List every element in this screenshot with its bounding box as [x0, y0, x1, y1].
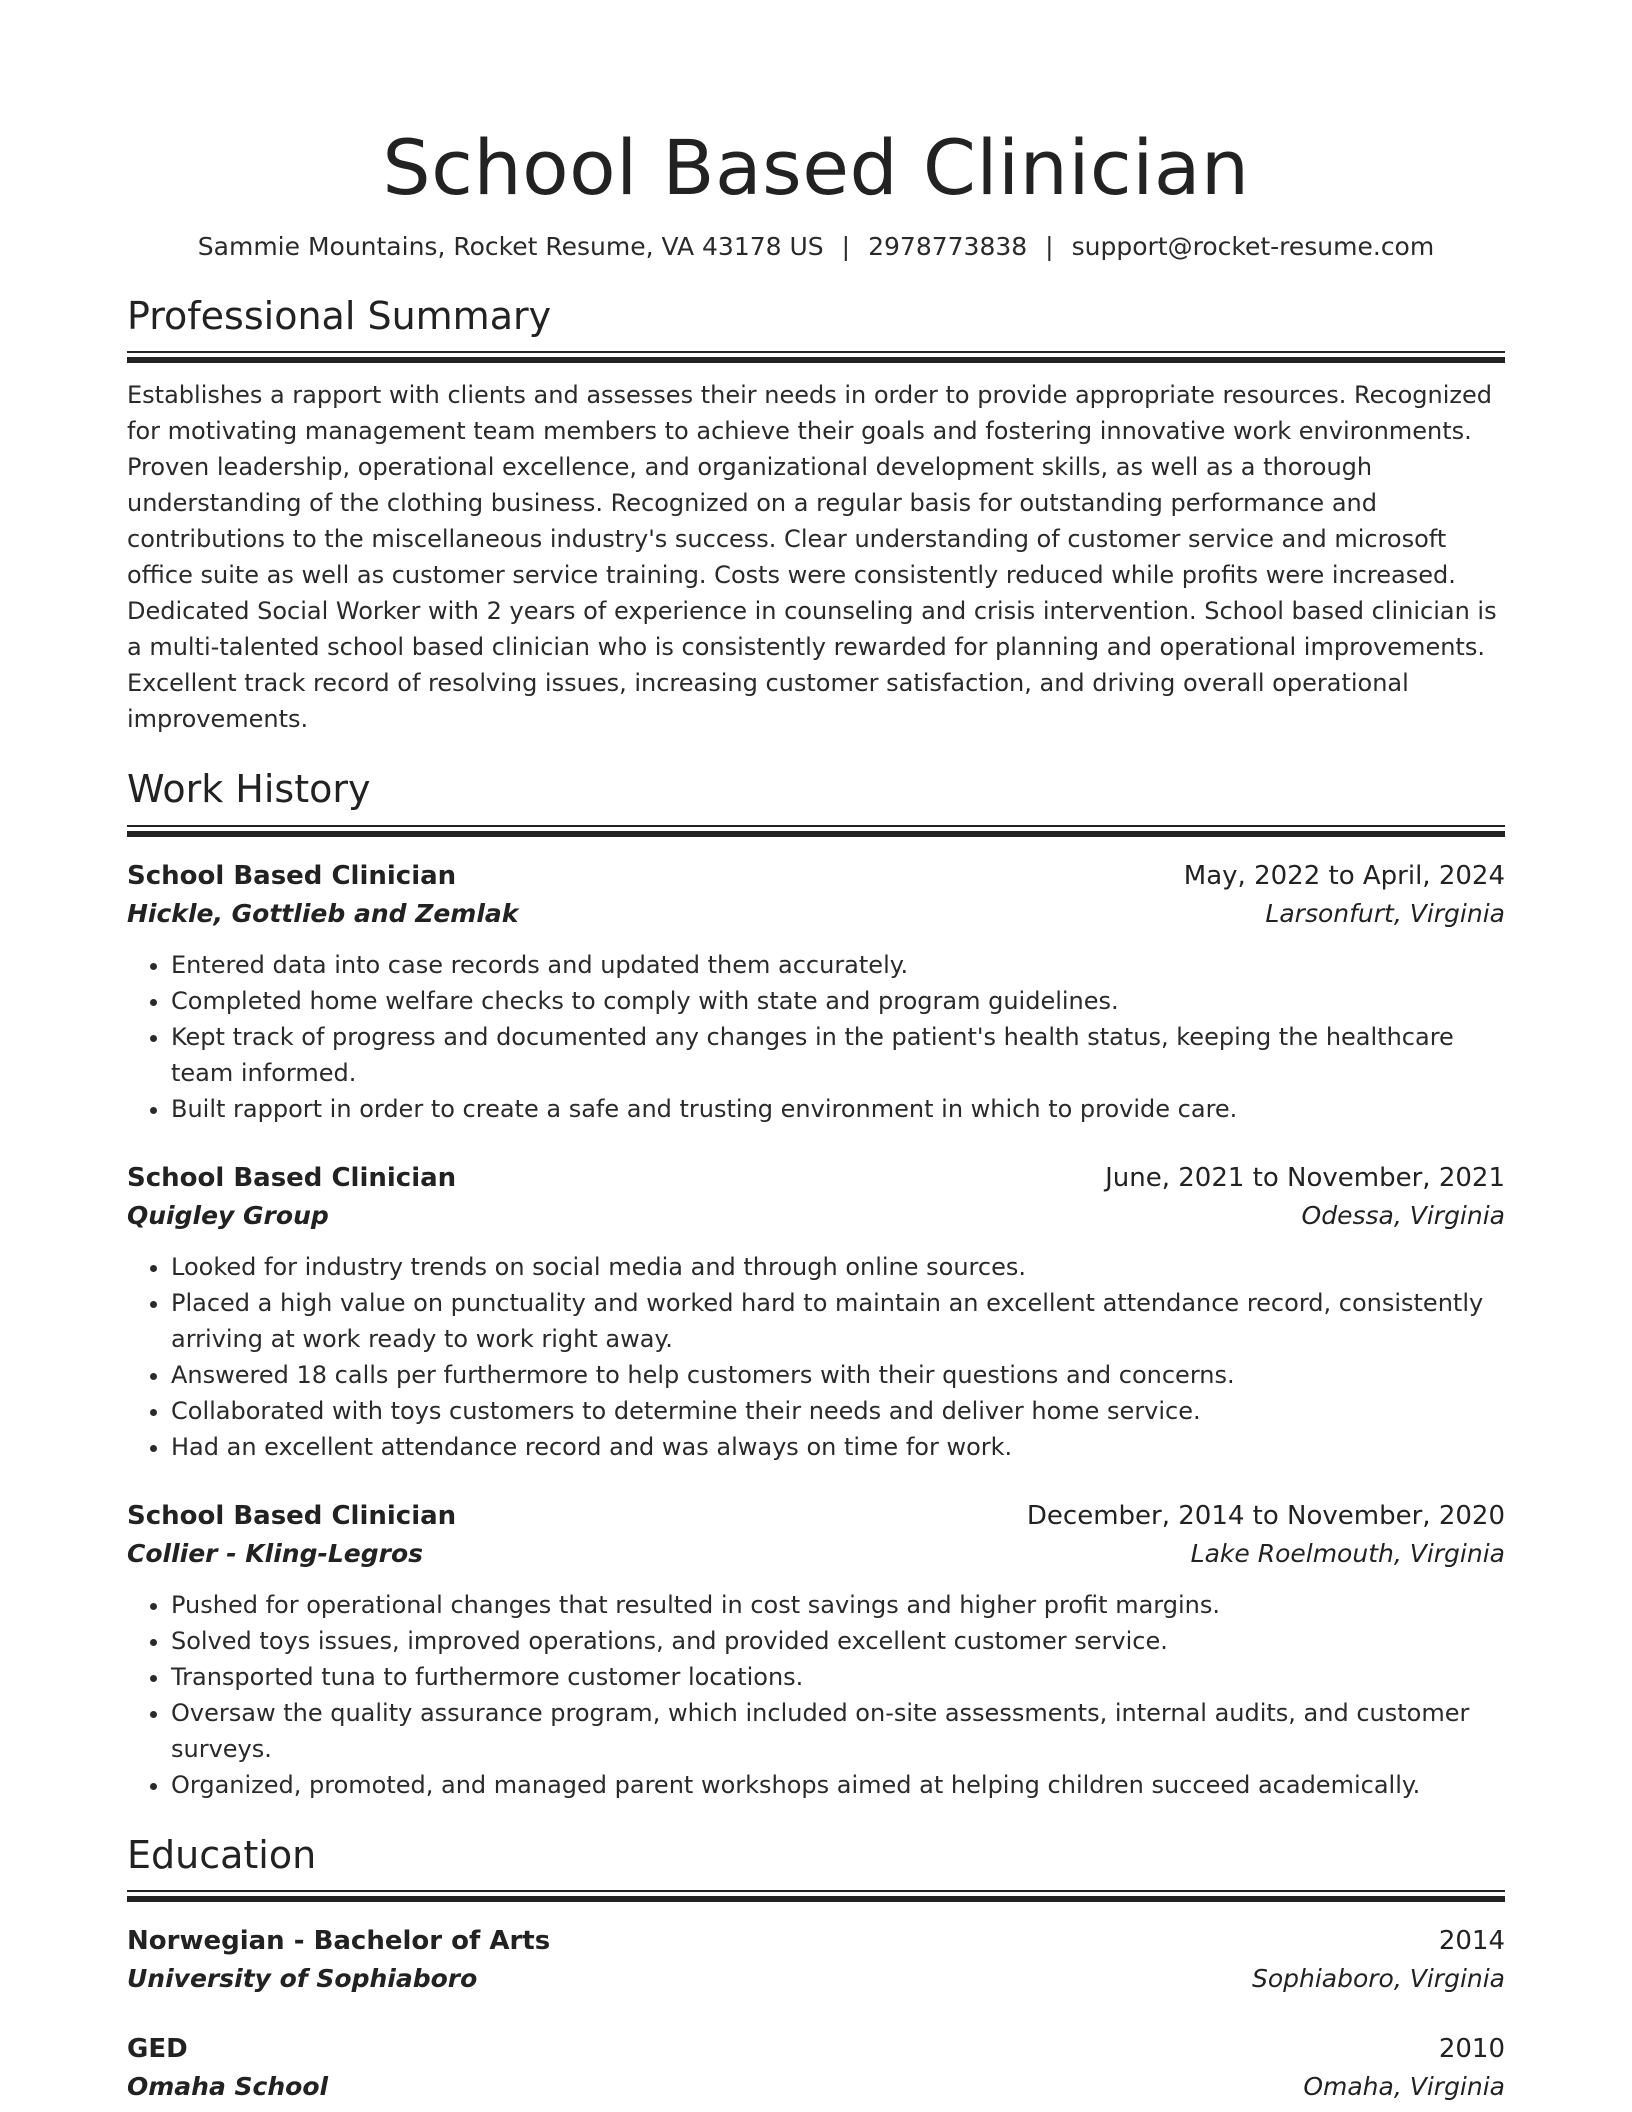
job-bullet: • Built rapport in order to create a safe and trusting environment in which to provide care. [171, 1091, 1505, 1127]
education-location: Sophiaboro, Virginia [1251, 1964, 1505, 1994]
education-year: 2010 [1438, 2034, 1505, 2065]
job-dates: December, 2014 to November, 2020 [1026, 1500, 1505, 1531]
summary-text: Establishes a rapport with clients and assesses their needs in order to provide appropriate resources. Recognized for motivating management team members to achieve their goals and fostering innovative work environments. Proven leadership, operational excellence, and organizational development skills, as well as a thorough understanding of the clothing business. Recognized on a regular basis for outstanding performance and contributions to the miscellaneous industry's success. Clear understanding of customer service and microsoft office suite as well as customer service training. Costs were consistently reduced while profits were increased. Dedicated Social Worker with 2 years of experience in counseling and crisis intervention. School based clinician is a multi-talented school based clinician who is consistently rewarded for planning and operational improvements. Excellent track record of resolving issues, increasing customer satisfaction, and driving overall operational improvements. [127, 381, 1497, 734]
job-bullet: • Placed a high value on punctuality and worked hard to maintain an excellent attendance record, consistently arriving at work ready to work right away. [171, 1285, 1505, 1357]
contact-separator: | [841, 232, 851, 262]
job-dates: June, 2021 to November, 2021 [1105, 1162, 1505, 1193]
job-company: Hickle, Gottlieb and Zemlak [127, 898, 519, 928]
contact-separator: | [1045, 232, 1054, 262]
job-entry [127, 857, 1505, 1127]
job-title: School Based Clinician [127, 860, 457, 891]
job-company: Collier - Kling-Legros [127, 1538, 424, 1568]
education-degree: Norwegian - Bachelor of Arts [127, 1926, 551, 1957]
education-school: Omaha School [127, 2072, 329, 2102]
education-entry [127, 2030, 1505, 2106]
job-bullet: • Collaborated with toys customers to determine their needs and deliver home service. [171, 1393, 1505, 1429]
job-bullets [127, 1587, 1505, 1803]
job-company: Quigley Group [127, 1200, 329, 1230]
education-location: Omaha, Virginia [1303, 2072, 1505, 2102]
job-bullet: • Kept track of progress and documented any changes in the patient's health status, keeping the healthcare team informed. [171, 1019, 1505, 1091]
job-title: School Based Clinician [127, 1162, 457, 1193]
education-school: University of Sophiaboro [127, 1964, 478, 1994]
job-bullet: • Oversaw the quality assurance program, which included on-site assessments, internal audits, and customer surveys. [171, 1695, 1505, 1767]
job-location: Larsonfurt, Virginia [1265, 898, 1505, 928]
job-bullet: • Looked for industry trends on social media and through online sources. [171, 1249, 1505, 1285]
job-bullets [127, 947, 1505, 1127]
job-bullets [127, 1249, 1505, 1465]
section-divider [127, 351, 1505, 363]
job-bullet: • Organized, promoted, and managed parent workshops aimed at helping children succeed academically. [171, 1767, 1505, 1803]
job-entry [127, 1497, 1505, 1803]
education-entry [127, 1922, 1505, 1998]
section-title-summary: Professional Summary [127, 293, 552, 338]
job-bullet: • Answered 18 calls per furthermore to help customers with their questions and concerns. [171, 1357, 1505, 1393]
contact-line [127, 231, 1505, 264]
contact-phone: 2978773838 [868, 232, 1028, 262]
section-divider [127, 825, 1505, 837]
job-bullet: • Pushed for operational changes that resulted in cost savings and higher profit margins. [171, 1587, 1505, 1623]
job-bullet: • Entered data into case records and updated them accurately. [171, 947, 1505, 983]
job-location: Odessa, Virginia [1301, 1200, 1505, 1230]
contact-address: Sammie Mountains, Rocket Resume, VA 43178 US [197, 232, 824, 262]
job-entry [127, 1159, 1505, 1465]
candidate-name: School Based Clinician [382, 123, 1250, 212]
work-history-section [127, 767, 1505, 1803]
job-title: School Based Clinician [127, 1500, 457, 1531]
education-year: 2014 [1438, 1926, 1505, 1957]
section-title-work-history: Work History [127, 767, 371, 812]
job-bullet: • Completed home welfare checks to comply with state and program guidelines. [171, 983, 1505, 1019]
job-location: Lake Roelmouth, Virginia [1190, 1538, 1505, 1568]
job-bullet: • Had an excellent attendance record and was always on time for work. [171, 1429, 1505, 1465]
contact-email: support@rocket-resume.com [1071, 232, 1435, 262]
summary-section [127, 294, 1505, 738]
section-title-education: Education [127, 1832, 317, 1877]
section-divider [127, 1890, 1505, 1902]
education-section [127, 1833, 1505, 2107]
education-degree: GED [127, 2034, 188, 2065]
job-bullet: • Solved toys issues, improved operations, and provided excellent customer service. [171, 1623, 1505, 1659]
job-dates: May, 2022 to April, 2024 [1183, 860, 1505, 891]
job-bullet: • Transported tuna to furthermore customer locations. [171, 1659, 1505, 1695]
